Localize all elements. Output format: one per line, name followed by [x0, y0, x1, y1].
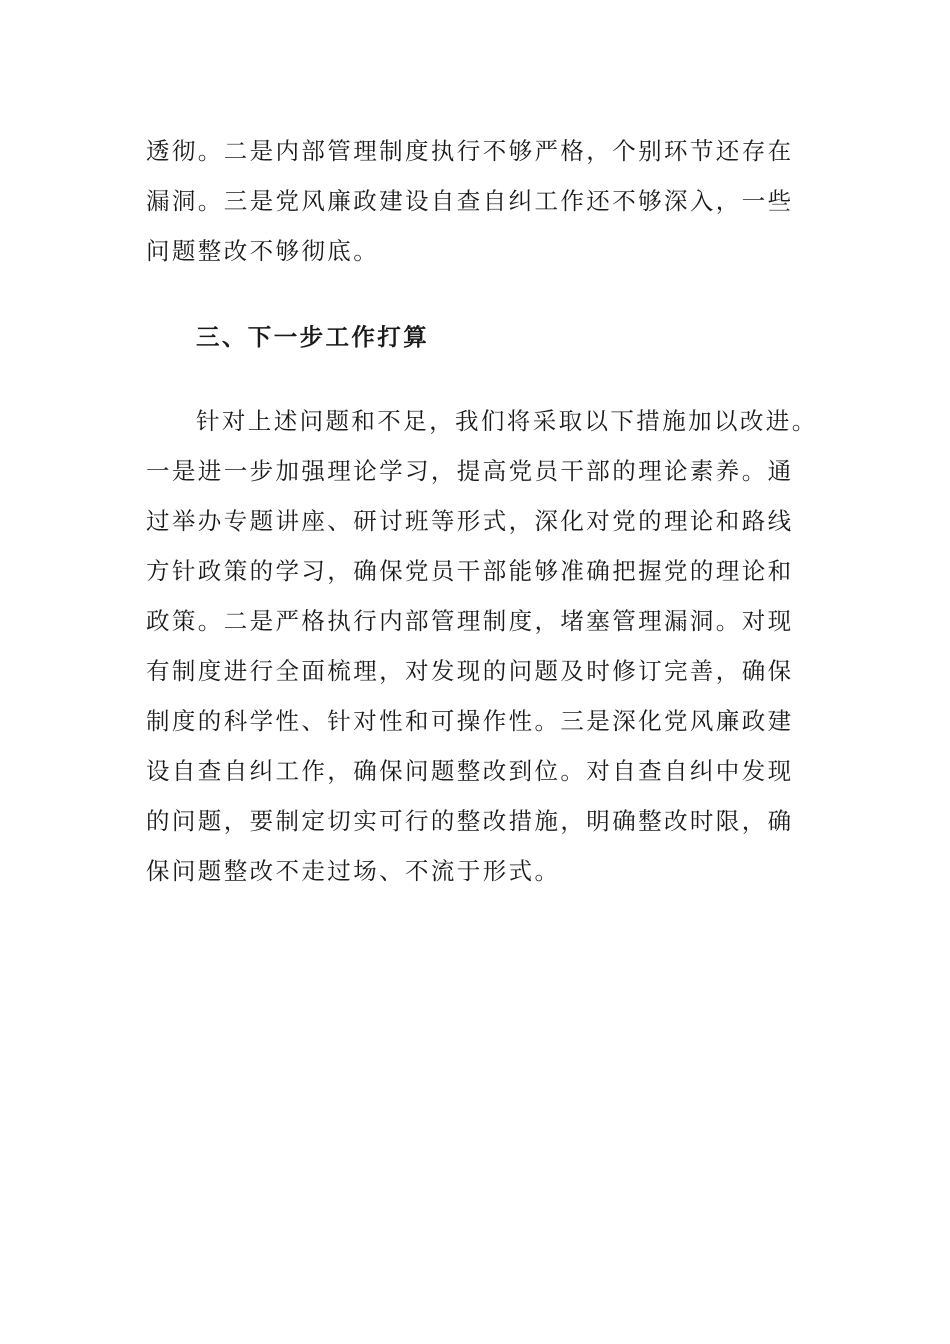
paragraph-next-steps	[146, 396, 818, 896]
paragraph-line: 针对上述问题和不足，我们将采取以下措施加以改进。	[196, 407, 818, 435]
paragraph-line: 过举办专题讲座、研讨班等形式，深化对党的理论和路线	[146, 507, 794, 535]
paragraph-continued	[146, 126, 806, 276]
paragraph-line: 透彻。二是内部管理制度执行不够严格，个别环节还存在	[146, 137, 794, 165]
paragraph-line: 问题整改不够彻底。	[146, 237, 380, 265]
section-heading: 三、下一步工作打算	[196, 323, 430, 351]
paragraph-line: 的问题，要制定切实可行的整改措施，明确整改时限，确	[146, 807, 794, 835]
paragraph-line: 政策。二是严格执行内部管理制度，堵塞管理漏洞。对现	[146, 607, 794, 635]
paragraph-line: 方针政策的学习，确保党员干部能够准确把握党的理论和	[146, 557, 794, 585]
paragraph-line: 保问题整改不走过场、不流于形式。	[146, 857, 561, 885]
paragraph-line: 漏洞。三是党风廉政建设自查自纠工作还不够深入，一些	[146, 187, 794, 215]
paragraph-line: 有制度进行全面梳理，对发现的问题及时修订完善，确保	[146, 657, 794, 685]
paragraph-line: 设自查自纠工作，确保问题整改到位。对自查自纠中发现	[146, 757, 794, 785]
paragraph-line: 制度的科学性、针对性和可操作性。三是深化党风廉政建	[146, 707, 794, 735]
paragraph-line: 一是进一步加强理论学习，提高党员干部的理论素养。通	[146, 457, 794, 485]
